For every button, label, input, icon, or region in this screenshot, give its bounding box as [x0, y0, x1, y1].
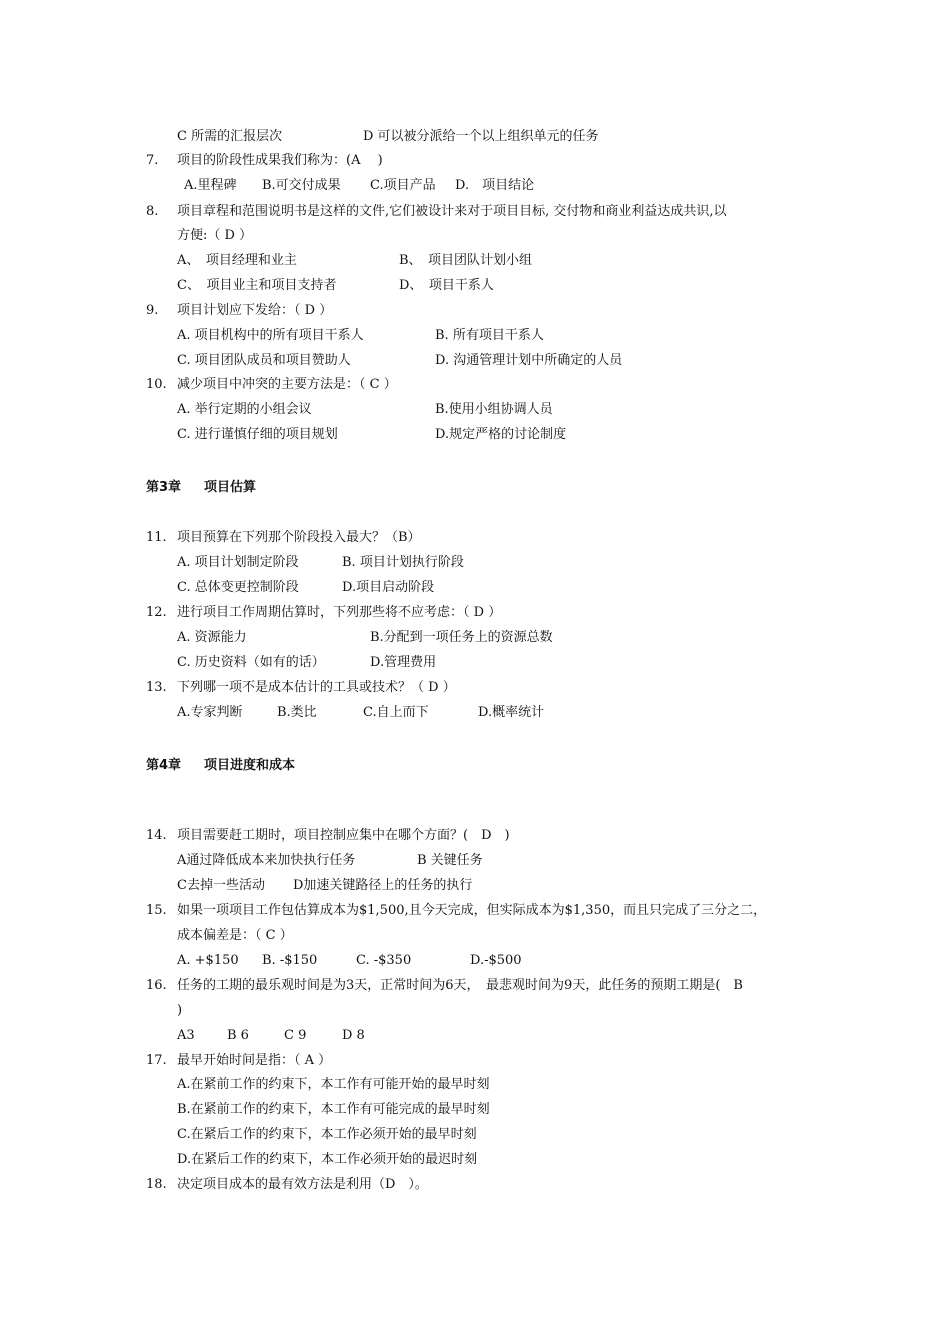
option-c: C. 总体变更控制阶段: [177, 580, 299, 595]
question-text: 决定项目成本的最有效方法是利用（D ）。: [177, 1177, 428, 1192]
option-d: D 8: [342, 1028, 365, 1043]
question-number: 15.: [146, 903, 167, 918]
chapter-label: 第3章: [146, 480, 182, 495]
option-c: C、 项目业主和项目支持者: [177, 278, 337, 293]
option-c: C.在紧后工作的约束下，本工作必须开始的最早时刻: [177, 1127, 477, 1142]
option-a: A.里程碑: [184, 178, 237, 193]
chapter-title: 项目估算: [204, 480, 257, 495]
chapter-label: 第4章: [146, 758, 182, 773]
question-number: 17.: [146, 1053, 167, 1068]
question-number: 9.: [146, 303, 159, 318]
option-b: B. 所有项目干系人: [435, 328, 544, 343]
option-c: C.自上而下: [363, 705, 429, 720]
chapter-heading: [146, 480, 257, 496]
question-number: 7.: [146, 153, 159, 168]
option-b: B.在紧前工作的约束下，本工作有可能完成的最早时刻: [177, 1102, 490, 1117]
question-text: 减少项目中冲突的主要方法是：（ C ）: [177, 377, 397, 392]
chapter-title: 项目进度和成本: [204, 758, 296, 773]
option-c: C. 进行谨慎仔细的项目规划: [177, 427, 338, 442]
option-d: D. 项目结论: [455, 178, 535, 193]
option-c: C 9: [284, 1028, 307, 1043]
question-number: 16.: [146, 978, 167, 993]
question-text: 项目需要赶工期时，项目控制应集中在哪个方面？( D ): [177, 828, 510, 843]
option-c: C. 历史资料（如有的话）: [177, 655, 325, 670]
option-d: D、 项目干系人: [399, 278, 494, 293]
option-a: A. +$150: [177, 953, 239, 968]
option-b: B.可交付成果: [262, 178, 341, 193]
option-c: C. 项目团队成员和项目赞助人: [177, 353, 351, 368]
question-number: 14.: [146, 828, 167, 843]
option-a: A. 项目计划制定阶段: [177, 555, 299, 570]
option-d: D.规定严格的讨论制度: [435, 427, 567, 442]
option-d: D 可以被分派给一个以上组织单元的任务: [363, 129, 599, 144]
question-text: 项目的阶段性成果我们称为：(A ): [177, 153, 383, 168]
question-number: 11.: [146, 530, 167, 545]
question-text: 项目计划应下发给：（ D ）: [177, 303, 333, 318]
question-text: 项目章程和范围说明书是这样的文件,它们被设计来对于项目目标, 交付物和商业利益达成共识,以: [177, 204, 727, 219]
option-d: D. 沟通管理计划中所确定的人员: [435, 353, 623, 368]
question-text: 进行项目工作周期估算时，下列那些将不应考虑：（ D ）: [177, 605, 502, 620]
question-number: 10.: [146, 377, 167, 392]
option-b: B.类比: [277, 705, 317, 720]
option-d: D加速关键路径上的任务的执行: [293, 878, 473, 893]
option-a: A.在紧前工作的约束下，本工作有可能开始的最早时刻: [177, 1077, 490, 1092]
question-text: 项目预算在下列那个阶段投入最大？（B）: [177, 530, 421, 545]
option-c: C 所需的汇报层次: [177, 129, 283, 144]
option-a: A. 项目机构中的所有项目干系人: [177, 328, 364, 343]
option-d: D.在紧后工作的约束下，本工作必须开始的最迟时刻: [177, 1152, 478, 1167]
option-c: C.项目产品: [370, 178, 436, 193]
option-b: B. -$150: [262, 953, 318, 968]
option-a: A.专家判断: [177, 705, 243, 720]
chapter-heading: [146, 758, 296, 774]
question-number: 13.: [146, 680, 167, 695]
option-a: A通过降低成本来加快执行任务: [177, 853, 356, 868]
option-b: B. 项目计划执行阶段: [342, 555, 464, 570]
question-text-cont: ): [177, 1003, 183, 1018]
option-a: A. 资源能力: [177, 630, 247, 645]
option-b: B、 项目团队计划小组: [399, 253, 533, 268]
option-d: D.-$500: [470, 953, 522, 968]
option-a: A. 举行定期的小组会议: [177, 402, 312, 417]
option-a: A、 项目经理和业主: [177, 253, 297, 268]
question-number: 12.: [146, 605, 167, 620]
option-d: D.项目启动阶段: [342, 580, 435, 595]
question-text: 任务的工期的最乐观时间是为3天，正常时间为6天， 最悲观时间为9天，此任务的预期工期是( B: [177, 978, 743, 993]
question-text: 如果一项项目工作包估算成本为$1,500,且今天完成，但实际成本为$1,350，而且只完成了三分之二，: [177, 903, 767, 918]
option-c: C去掉一些活动: [177, 878, 265, 893]
question-number: 8.: [146, 204, 159, 219]
option-d: D.概率统计: [478, 705, 545, 720]
question-text-cont: 成本偏差是：（ C ）: [177, 928, 293, 943]
option-a: A3: [177, 1028, 195, 1043]
question-text-cont: 方便:（ D ）: [177, 228, 253, 243]
option-c: C. -$350: [356, 953, 412, 968]
question-text: 下列哪一项不是成本估计的工具或技术？（ D ）: [177, 680, 456, 695]
question-text: 最早开始时间是指：（ A ）: [177, 1053, 332, 1068]
option-b: B.分配到一项任务上的资源总数: [370, 630, 553, 645]
option-b: B.使用小组协调人员: [435, 402, 553, 417]
question-number: 18.: [146, 1177, 167, 1192]
option-b: B 6: [227, 1028, 249, 1043]
option-b: B 关键任务: [417, 853, 483, 868]
option-d: D.管理费用: [370, 655, 437, 670]
